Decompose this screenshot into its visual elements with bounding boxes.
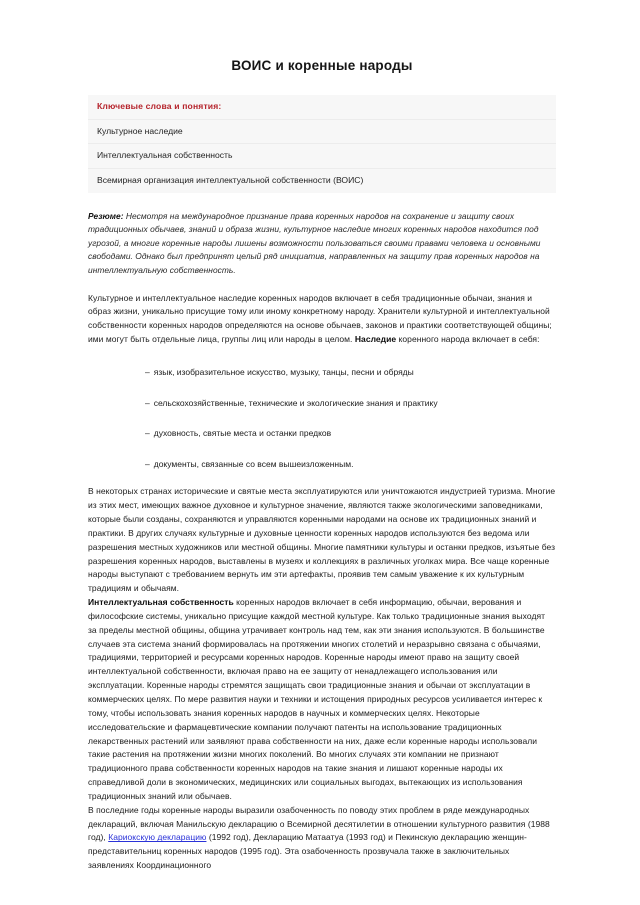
paragraph-tourism (88, 471, 556, 596)
paragraph-heritage-text-before: Культурное и интеллектуальное наследие коренных народов включает в себя традиционные обычаи, знания и образ жизни, уникально присущие тому или иному конкретному народу. Хранители культурной и интеллектуальной собственности коренных народов определяются на основе обычаев, законов и практики соответствующей общины; ими могут быть отдельные лица, группы лиц или народы в целом. (88, 292, 552, 345)
abstract-paragraph (88, 210, 556, 278)
keyword-item (88, 120, 556, 145)
dash-bullet-icon: – (145, 428, 150, 439)
abstract-text: Несмотря на международное признание права коренных народов на сохранение и защиту своих традиционных обычаев, знаний и образа жизни, культурное наследие многих коренных народов находится под угрозой, а многие коренные народы лишены возможности пользоваться своими правами человека и основными свободами. Однако был предпринят целый ряд инициатив, направленных на защиту прав коренных народов на интеллектуальную собственность. (88, 210, 541, 275)
list-item (145, 410, 556, 441)
heritage-bold-term: Наследие (354, 334, 397, 345)
list-item-label: документы, связанные со всем вышеизложенным. (153, 458, 354, 469)
keyword-item-label: Всемирная организация интеллектуальной собственности (ВОИС) (97, 174, 364, 185)
list-item-label: духовность, святые места и останки предков (153, 428, 332, 439)
list-item-label: сельскохозяйственные, технические и экологические знания и практику (153, 397, 438, 408)
list-item (145, 380, 556, 411)
carioca-declaration-link[interactable]: Кариокскую декларацию (108, 832, 207, 843)
intellectual-property-bold-term: Интеллектуальная собственность (88, 597, 234, 608)
keyword-item-label: Культурное наследие (97, 125, 183, 136)
list-item (145, 441, 556, 472)
page-title: ВОИС и коренные народы (231, 58, 413, 73)
paragraph-tourism-text: В некоторых странах исторические и святые места эксплуатируются или уничтожаются индустрией туризма. Многие из этих мест, имеющих важное духовное и культурное значение, являются также экологическими заповедниками, которые были созданы, сохраняются и управляются коренными народами на основе их традиционных знаний и практики. В других случаях культурные и духовные ценности коренных народов используются без ведома или разрешения местных художников или местной общины. Многие памятники культуры и останки предков, изъятые без разрешения коренных народов, выставлены в музеях и коллекциях в различных уголках мира. Все чаще коренные народы выступают с требованием вернуть им эти артефакты, проявив тем самым уважение к их культурным традициям и обычаям. (88, 486, 556, 594)
paragraph-declarations-text-after: (1992 год), Декларацию Матаатуа (1993 год) и Пекинскую декларацию женщин-представительниц коренных народов (1995 год). Эта озабоченность прозвучала также в заключительных заявлениях Координационного (88, 832, 527, 871)
abstract-lead-label: Резюме: (88, 210, 124, 221)
keyword-item-label: Интеллектуальная собственность (97, 150, 233, 161)
keywords-box (88, 95, 556, 192)
paragraph-declarations-text-before: В последние годы коренные народы выразили озабоченность по поводу этих проблем в ряде международных деклараций, включая Манильскую декларацию о Всемирной десятилетии в отношении культурного развития (1988 год), (88, 804, 550, 843)
heritage-list (88, 347, 556, 471)
paragraph-intellectual-property (88, 596, 556, 804)
dash-bullet-icon: – (145, 458, 150, 469)
keywords-heading-row (88, 95, 556, 120)
paragraph-declarations (88, 804, 556, 873)
dash-bullet-icon: – (145, 397, 150, 408)
list-item (145, 347, 556, 380)
list-item-label: язык, изобразительное искусство, музыку, танцы, песни и обряды (153, 366, 414, 377)
keyword-item (88, 144, 556, 169)
paragraph-heritage-text-after: коренного народа включает в себя: (396, 334, 540, 345)
keywords-heading: Ключевые слова и понятия: (97, 101, 222, 112)
dash-bullet-icon: – (145, 366, 150, 377)
keyword-item (88, 169, 556, 193)
paragraph-ip-text: коренных народов включает в себя информацию, обычаи, верования и философские системы, уникально присущие каждой местной культуре. Как только традиционные знания выходят за пределы местной общины, община утрачивает контроль над тем, как эти знания используются. В большинстве случаев эта система знаний формировалась на протяжении многих столетий и неразрывно связана с обычаями, традициями, территорией и ресурсами коренных народов. Коренные народы имеют право на защиту своей интеллектуальной собственности, включая право на ее защиту от ненадлежащего использования или эксплуатации. Коренные народы стремятся защищать свои традиционные знания и обычаи от эксплуатации в коммерческих целях. По мере развития науки и техники и истощения природных ресурсов усиливается интерес к тому, чтобы использовать знания коренных народов в научных и коммерческих целях. Некоторые исследовательские и фармацевтические компании получают патенты на использование традиционных лекарственных растений или заявляют права собственности на них, даже если коренные народы использовали такие растения на протяжении жизни многих поколений. Во многих случаях эти компании не признают традиционного права собственности коренных народов на такие знания и лишают коренные народы их справедливой доли в экономических, медицинских или социальных выгодах, вытекающих из использования традиционных знаний или обычаев. (88, 597, 546, 801)
document-content (88, 0, 556, 873)
paragraph-heritage (88, 278, 556, 347)
